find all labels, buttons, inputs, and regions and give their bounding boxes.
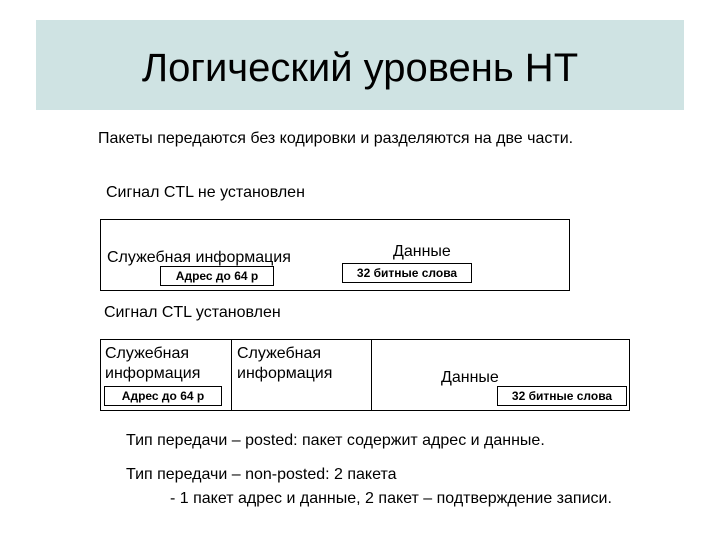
service-info-text: Служебная информация bbox=[107, 249, 291, 266]
ctl-off-label: Сигнал CTL не установлен bbox=[106, 184, 305, 201]
ctl-on-label: Сигнал CTL установлен bbox=[104, 304, 281, 321]
cell-divider-1 bbox=[231, 340, 232, 410]
data-text-2: Данные bbox=[441, 369, 499, 386]
data-words-tag-2: 32 битные слова bbox=[497, 386, 627, 406]
slide-title: Логический уровень НТ bbox=[141, 46, 579, 90]
data-words-tag: 32 битные слова bbox=[342, 263, 472, 283]
service-info-1: Служебная информация bbox=[105, 345, 201, 382]
address-tag-2: Адрес до 64 р bbox=[104, 386, 222, 406]
data-text: Данные bbox=[393, 243, 451, 260]
service-info-2: Служебная информация bbox=[237, 345, 333, 382]
address-tag: Адрес до 64 р bbox=[160, 266, 274, 286]
note-posted: Тип передачи – posted: пакет содержит адрес и данные. bbox=[126, 432, 545, 449]
cell-divider-2 bbox=[371, 340, 372, 410]
note-non-posted-detail: - 1 пакет адрес и данные, 2 пакет – подтверждение записи. bbox=[170, 490, 612, 507]
note-non-posted: Тип передачи – non-posted: 2 пакета bbox=[126, 466, 397, 483]
intro-text: Пакеты передаются без кодировки и разделяются на две части. bbox=[98, 130, 574, 147]
title-bar bbox=[36, 20, 684, 110]
